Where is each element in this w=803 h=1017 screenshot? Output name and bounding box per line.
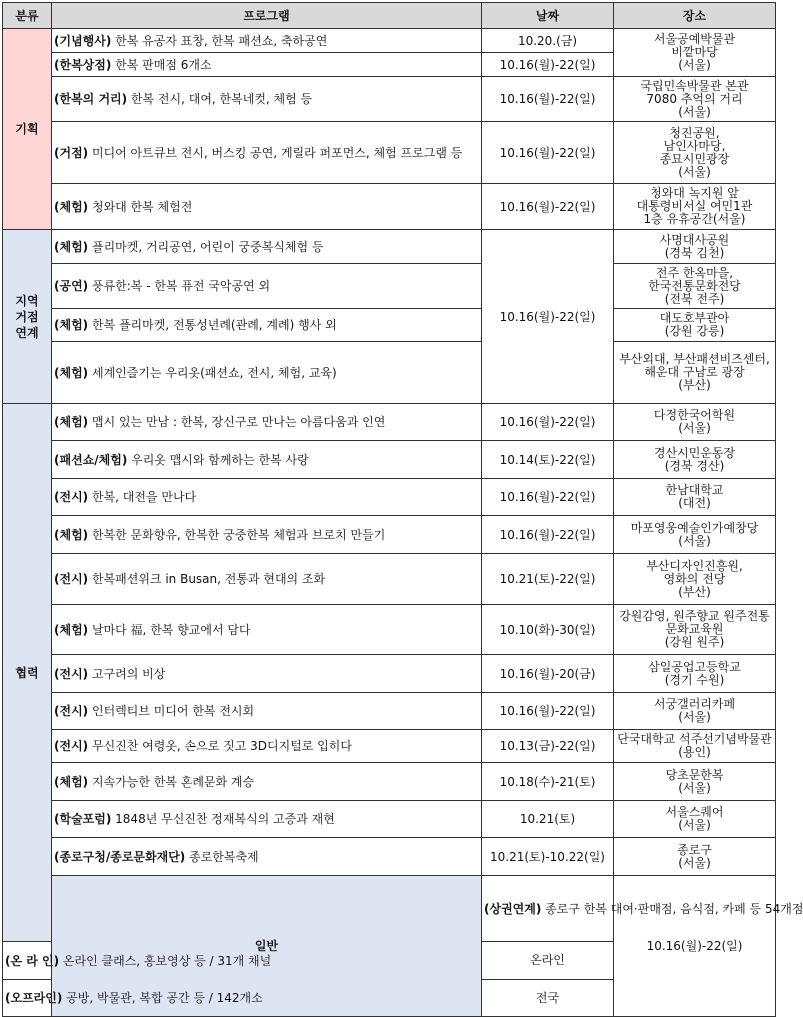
date-cell: 10.13(금)-22(일) (482, 730, 614, 763)
program-cell: (패션쇼/체험) 우리옷 맵시와 함께하는 한복 사랑 (52, 441, 482, 479)
date-cell: 10.16(월)-20(금) (482, 655, 614, 693)
program-cell: (오프라인) 공방, 박물관, 복합 공간 등 / 142개소 (3, 980, 52, 1017)
date-cell: 10.16(월)-22(일) (482, 122, 614, 184)
program-cell: (공연) 풍류한:복 - 한복 퓨전 국악공연 외 (52, 264, 482, 309)
table-row (3, 264, 776, 309)
program-cell: (한복상점) 한복 판매점 6개소 (52, 53, 482, 77)
place-cell: 단국대학교 석주선기념박물관 (용인) (614, 730, 776, 763)
program-cell: (온 라 인) 온라인 클래스, 홍보영상 등 / 31개 채널 (3, 942, 52, 980)
table-row (3, 122, 776, 184)
place-cell: 전주 한옥마을, 한국전통문화전당 (전북 전주) (614, 264, 776, 309)
date-cell: 10.16(월)-22(일) (482, 53, 614, 77)
date-cell: 10.21(토)-10.22(일) (482, 838, 614, 876)
table-row (3, 655, 776, 693)
table-row (3, 554, 776, 605)
date-cell: 10.21(토) (482, 801, 614, 838)
table-row (3, 693, 776, 730)
table-row (3, 730, 776, 763)
date-cell: 10.16(월)-22(일) (482, 404, 614, 441)
program-cell: (체험) 세계인즐기는 우리옷(패션쇼, 전시, 체험, 교육) (52, 342, 482, 404)
program-cell: (학술포럼) 1848년 무신진찬 정재복식의 고증과 재현 (52, 801, 482, 838)
date-cell: 10.16(월)-22(일) (482, 479, 614, 516)
place-cell: 부산디자인진흥원, 영화의 전당 (부산) (614, 554, 776, 605)
place-cell: 삼일공업고등학교 (경기 수원) (614, 655, 776, 693)
category-region: 지역 거점 연계 (3, 230, 52, 404)
program-table (2, 2, 803, 1017)
place-cell: 한남대학교 (대전) (614, 479, 776, 516)
table-row (3, 516, 776, 554)
program-cell: (체험) 한복한 문화향유, 한복한 궁중한복 체험과 브로치 만들기 (52, 516, 482, 554)
table-row (3, 230, 776, 264)
program-cell: (상권연계) 종로구 한복 대여·판매점, 음식점, 카페 등 54개점 (482, 876, 614, 942)
table-row (3, 404, 776, 441)
program-cell: (기념행사) 한복 유공자 표창, 한복 패션쇼, 축하공연 (52, 29, 482, 53)
place-cell: 대도호부관아 (강원 강릉) (614, 309, 776, 342)
place-cell: 당초문한복 (서울) (614, 763, 776, 801)
program-cell: (체험) 지속가능한 한복 혼례문화 계승 (52, 763, 482, 801)
table-row (3, 309, 776, 342)
date-cell: 10.16(월)-22(일) (482, 693, 614, 730)
place-cell: 서울공예박물관 비깥마당 (서울) (614, 29, 776, 77)
table-row (3, 605, 776, 655)
place-cell: 마포영웅예술인가예창당 (서울) (614, 516, 776, 554)
table-row (3, 342, 776, 404)
program-cell: (체험) 날마다 福, 한복 향교에서 담다 (52, 605, 482, 655)
date-cell: 10.16(월)-22(일) (482, 184, 614, 230)
date-cell: 10.16(월)-22(일) (482, 77, 614, 122)
place-cell: 서궁갤러리카페 (서울) (614, 693, 776, 730)
date-cell: 10.20.(금) (482, 29, 614, 53)
date-cell: 10.16(월)-22(일) (614, 876, 776, 1017)
program-cell: (전시) 한복, 대전을 만나다 (52, 479, 482, 516)
date-cell: 10.10(화)-30(일) (482, 605, 614, 655)
header-place: 장소 (614, 3, 776, 29)
place-cell: 종로구 (서울) (614, 838, 776, 876)
program-cell: (전시) 고구려의 비상 (52, 655, 482, 693)
table-row (3, 876, 776, 942)
place-cell: 청진공원, 남인사마당, 종묘시민광장 (서울) (614, 122, 776, 184)
table-row (3, 801, 776, 838)
place-cell: 경산시민운동장 (경북 경산) (614, 441, 776, 479)
date-cell: 10.16(월)-22(일) (482, 516, 614, 554)
program-cell: (체험) 플리마켓, 거리공연, 어린이 궁중복식체험 등 (52, 230, 482, 264)
table-row (3, 838, 776, 876)
place-cell: 서울스퀘어 (서울) (614, 801, 776, 838)
date-cell: 10.21(토)-22(일) (482, 554, 614, 605)
table-row (3, 184, 776, 230)
place-cell: 다정한국어학원 (서울) (614, 404, 776, 441)
place-cell: 청와대 녹지원 앞 대통령비서실 여민1관 1층 유휴공간(서울) (614, 184, 776, 230)
program-cell: (전시) 무신진찬 여령옷, 손으로 짓고 3D디지털로 입히다 (52, 730, 482, 763)
table-row (3, 479, 776, 516)
date-cell: 10.14(토)-22(일) (482, 441, 614, 479)
place-cell: 국립민속박물관 본관 7080 추억의 거리 (서울) (614, 77, 776, 122)
date-cell: 10.16(월)-22(일) (482, 230, 614, 404)
program-cell: (한복의 거리) 한복 전시, 대여, 한복네컷, 체험 등 (52, 77, 482, 122)
category-coop: 협력 (3, 404, 52, 942)
program-cell: (전시) 인터렉티브 미디어 한복 전시회 (52, 693, 482, 730)
place-cell: 사명대사공원 (경북 김천) (614, 230, 776, 264)
header-date: 날짜 (482, 3, 614, 29)
place-cell: 전국 (482, 980, 614, 1017)
category-plan: 기획 (3, 29, 52, 230)
header-row (3, 3, 776, 29)
table-row (3, 763, 776, 801)
program-cell: (거점) 미디어 아트큐브 전시, 버스킹 공연, 게릴라 퍼포먼스, 체험 프로그램 등 (52, 122, 482, 184)
category-general: 일반 (52, 876, 482, 1017)
table-row (3, 29, 776, 53)
program-cell: (체험) 청와대 한복 체험전 (52, 184, 482, 230)
header-category: 분류 (3, 3, 52, 29)
place-cell: 온라인 (482, 942, 614, 980)
place-cell: 강원감영, 원주향교 원주전통 문화교육원 (강원 원주) (614, 605, 776, 655)
place-cell: 부산외대, 부산패션비즈센터, 해운대 구남로 광장 (부산) (614, 342, 776, 404)
table-row (3, 77, 776, 122)
program-cell: (전시) 한복패션위크 in Busan, 전통과 현대의 조화 (52, 554, 482, 605)
program-cell: (종로구청/종로문화재단) 종로한복축제 (52, 838, 482, 876)
header-program: 프로그램 (52, 3, 482, 29)
program-cell: (체험) 한복 플리마켓, 전통성년례(관례, 계례) 행사 외 (52, 309, 482, 342)
date-cell: 10.18(수)-21(토) (482, 763, 614, 801)
table-row (3, 441, 776, 479)
program-cell: (체험) 맵시 있는 만남 : 한복, 장신구로 만나는 아름다움과 인연 (52, 404, 482, 441)
